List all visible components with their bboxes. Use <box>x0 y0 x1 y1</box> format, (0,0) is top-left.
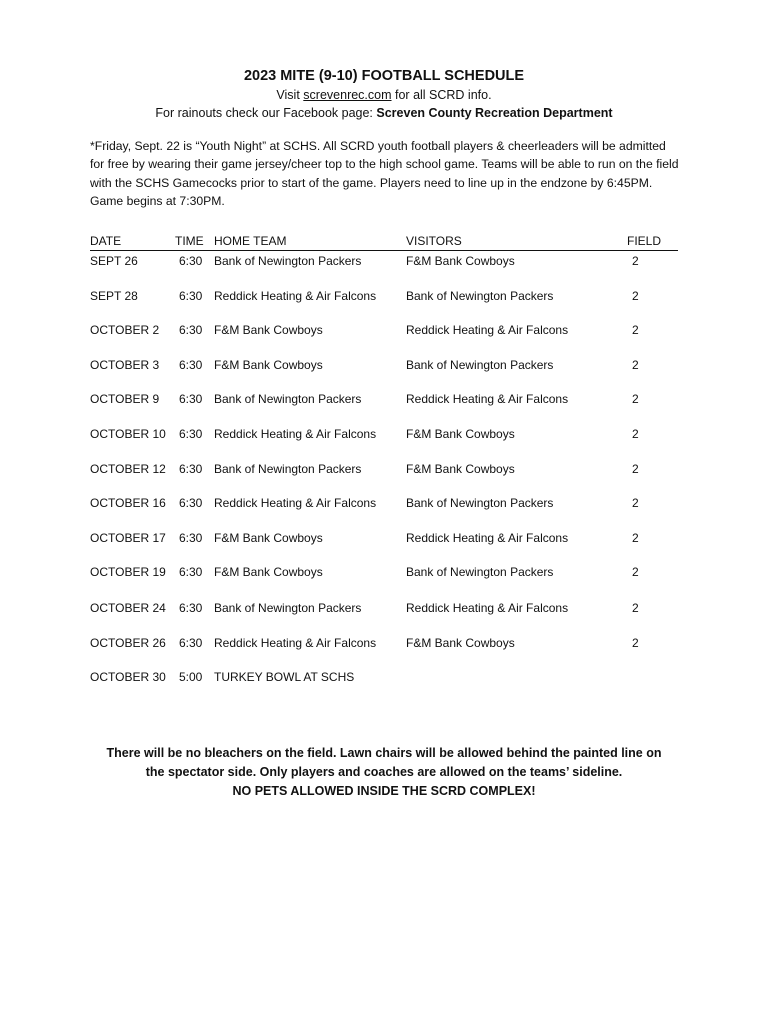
row-field: 2 <box>632 565 639 580</box>
visit-suffix: for all SCRD info. <box>391 88 492 102</box>
row-field: 2 <box>632 496 639 511</box>
no-pets-notice: NO PETS ALLOWED INSIDE THE SCRD COMPLEX! <box>232 784 536 798</box>
row-home-team: Reddick Heating & Air Falcons <box>214 427 377 441</box>
row-field: 2 <box>632 635 639 650</box>
row-visitors: F&M Bank Cowboys <box>406 635 515 650</box>
row-field: 2 <box>632 601 639 615</box>
header-visitors: VISITORS <box>406 234 462 248</box>
row-home-team: Reddick Heating & Air Falcons <box>214 288 377 303</box>
row-field: 2 <box>632 427 639 441</box>
table-row <box>90 287 678 305</box>
complex-rules-notice <box>0 744 768 801</box>
row-date: OCTOBER 30 <box>90 670 166 685</box>
youth-night-notice: *Friday, Sept. 22 is “Youth Night” at SCHS. All SCRD youth football players & cheerleaders will be admitted for free by wearing their game jersey/cheer top to the high school game. Teams will be able to run on the field with the SCHS Gamecocks prior to start of the game. Players need to line up in the endzone by 6:45PM. Game begins at 7:30PM. <box>90 139 679 208</box>
table-row <box>90 668 678 686</box>
row-home-team: Bank of Newington Packers <box>214 601 362 615</box>
row-visitors: Reddick Heating & Air Falcons <box>406 392 569 407</box>
row-time: 6:30 <box>179 357 203 372</box>
row-field: 2 <box>632 461 639 476</box>
table-row <box>90 252 678 270</box>
row-visitors: F&M Bank Cowboys <box>406 427 515 441</box>
row-field: 2 <box>632 254 639 268</box>
row-time: 6:30 <box>179 254 203 268</box>
sideline-notice: the spectator side. Only players and coaches are allowed on the teams’ sideline. <box>145 765 623 779</box>
table-header <box>90 234 678 251</box>
row-field: 2 <box>632 530 639 545</box>
row-date: OCTOBER 3 <box>90 357 160 372</box>
table-row <box>90 425 678 443</box>
row-date: SEPT 26 <box>90 254 138 268</box>
row-date: OCTOBER 24 <box>90 601 166 615</box>
row-time: 6:30 <box>179 323 203 338</box>
row-visitors: Bank of Newington Packers <box>406 496 554 511</box>
table-row <box>90 563 678 581</box>
table-row <box>90 634 678 652</box>
row-home-team: F&M Bank Cowboys <box>214 357 323 372</box>
table-row <box>90 599 678 617</box>
row-time: 6:30 <box>179 392 203 407</box>
table-row <box>90 460 678 478</box>
row-date: OCTOBER 26 <box>90 635 166 650</box>
row-date: OCTOBER 16 <box>90 496 166 511</box>
row-field: 2 <box>632 323 639 338</box>
row-home-team: Bank of Newington Packers <box>214 392 362 407</box>
row-home-team: Bank of Newington Packers <box>214 461 362 476</box>
bleachers-notice: There will be no bleachers on the field. Lawn chairs will be allowed behind the painted line on <box>106 746 662 760</box>
header-date: DATE <box>90 234 122 248</box>
table-row <box>90 529 678 547</box>
row-home-team: F&M Bank Cowboys <box>214 565 323 580</box>
row-time: 6:30 <box>179 635 203 650</box>
row-time: 6:30 <box>179 461 203 476</box>
row-visitors: Reddick Heating & Air Falcons <box>406 530 569 545</box>
row-field: 2 <box>632 392 639 407</box>
row-date: OCTOBER 9 <box>90 392 160 407</box>
website-link[interactable]: screvenrec.com <box>303 88 392 102</box>
table-row <box>90 356 678 374</box>
row-home-team: F&M Bank Cowboys <box>214 530 323 545</box>
table-row <box>90 494 678 512</box>
row-date: OCTOBER 19 <box>90 565 166 580</box>
row-home-team: F&M Bank Cowboys <box>214 323 323 338</box>
row-visitors: F&M Bank Cowboys <box>406 461 515 476</box>
row-visitors: Bank of Newington Packers <box>406 288 554 303</box>
page-title: 2023 MITE (9-10) FOOTBALL SCHEDULE <box>243 68 525 84</box>
row-visitors: Bank of Newington Packers <box>406 357 554 372</box>
header-home-team: HOME TEAM <box>214 234 287 248</box>
header-field: FIELD <box>627 234 662 248</box>
row-home-team: Bank of Newington Packers <box>214 254 362 268</box>
row-time: 5:00 <box>179 670 203 685</box>
row-time: 6:30 <box>179 496 203 511</box>
document-header <box>0 66 768 122</box>
row-time: 6:30 <box>179 565 203 580</box>
row-visitors: F&M Bank Cowboys <box>406 254 515 268</box>
row-time: 6:30 <box>179 601 203 615</box>
row-visitors: Reddick Heating & Air Falcons <box>406 601 569 615</box>
row-field: 2 <box>632 357 639 372</box>
row-time: 6:30 <box>179 530 203 545</box>
facebook-page-name: Screven County Recreation Department <box>376 106 613 120</box>
row-time: 6:30 <box>179 288 203 303</box>
row-home-team: Reddick Heating & Air Falcons <box>214 496 377 511</box>
row-date: OCTOBER 2 <box>90 323 160 338</box>
header-time: TIME <box>175 234 204 248</box>
row-home-team: Reddick Heating & Air Falcons <box>214 635 377 650</box>
visit-line <box>0 86 768 104</box>
rainout-line <box>0 104 768 122</box>
row-visitors: Bank of Newington Packers <box>406 565 554 580</box>
row-date: OCTOBER 12 <box>90 461 166 476</box>
row-field: 2 <box>632 288 639 303</box>
visit-prefix: Visit <box>276 88 304 102</box>
row-home-team: TURKEY BOWL AT SCHS <box>214 670 355 685</box>
table-row <box>90 390 678 408</box>
row-time: 6:30 <box>179 427 203 441</box>
row-visitors: Reddick Heating & Air Falcons <box>406 323 569 338</box>
rainout-prefix: For rainouts check our Facebook page: <box>155 106 377 120</box>
row-date: OCTOBER 10 <box>90 427 166 441</box>
row-date: OCTOBER 17 <box>90 530 166 545</box>
row-date: SEPT 28 <box>90 288 138 303</box>
table-row <box>90 321 678 339</box>
